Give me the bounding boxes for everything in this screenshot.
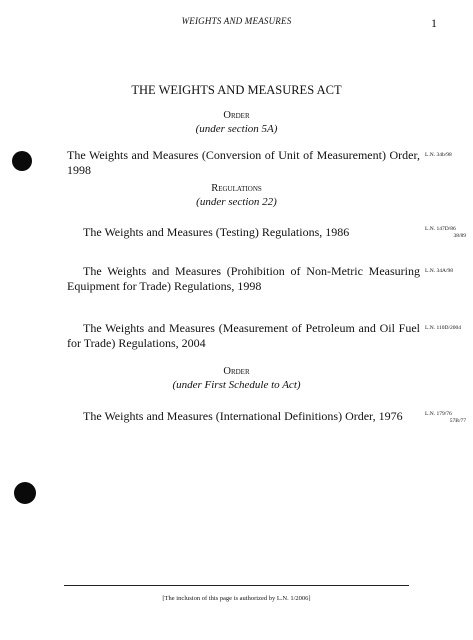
ln-line: L.N. 34b/98 [425,152,452,158]
ln-line: L.N. 110D/2004 [425,325,462,331]
running-head: WEIGHTS AND MEASURES [181,16,292,26]
entry-prohibition-regulations: The Weights and Measures (Prohibition of Non-Metric Measuring Equipment for Trade) Regulations, 1998 [67,264,420,293]
entry-petroleum-regulations: The Weights and Measures (Measurement of Petroleum and Oil Fuel for Trade) Regulations, 2004 [67,321,420,350]
ln-reference [425,152,470,159]
entry-testing-regulations: The Weights and Measures (Testing) Regulations, 1986 [83,225,350,239]
ln-line: L.N. 34A/98 [425,268,453,274]
page-number: 1 [431,16,437,30]
section-heading-regulations: Regulations [211,183,262,194]
entry-conversion-order: The Weights and Measures (Conversion of Unit of Measurement) Order, 1998 [67,148,420,177]
ln-line: L.N. 147D/86 [425,226,456,232]
ln-line: L.N. 179/76 [425,411,452,417]
punch-hole-bottom [14,482,36,504]
entry-international-definitions-order: The Weights and Measures (International Definitions) Order, 1976 [83,409,403,423]
ln-reference [425,325,470,332]
ln-reference [425,226,470,240]
section-heading-order: Order [223,366,250,377]
section-subheading: (under section 5A) [195,123,278,135]
section-heading-order: Order [223,110,250,121]
authorization-footer: [The inclusion of this page is authorized by L.N. 1/2006] [162,595,311,602]
ln-line: 57B/77 [449,418,466,424]
section-subheading: (under section 22) [196,196,277,208]
ln-reference [425,268,470,275]
ln-line: 38/89 [453,233,466,239]
act-title: THE WEIGHTS AND MEASURES ACT [131,83,342,97]
footer-rule [64,585,409,586]
punch-hole-top [12,151,32,171]
ln-reference [425,411,470,425]
section-subheading: (under First Schedule to Act) [172,379,301,391]
